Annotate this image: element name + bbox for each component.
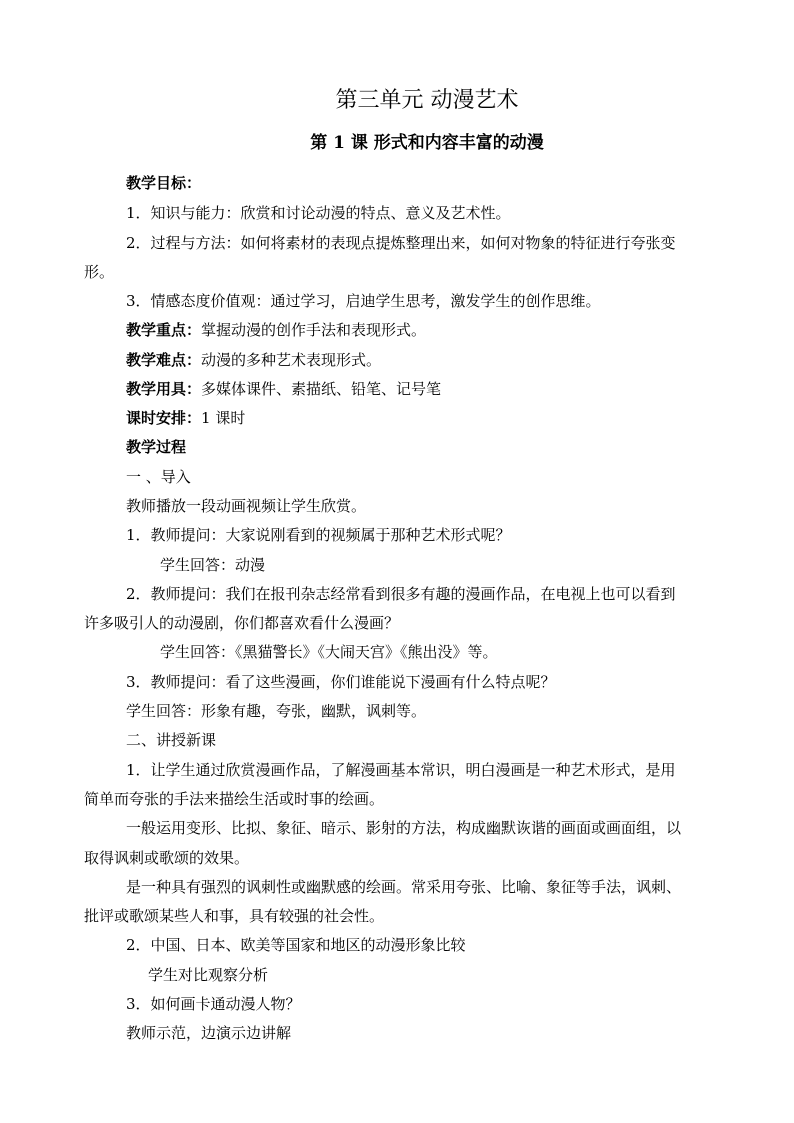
- tools-label: 教学用具：: [126, 380, 202, 398]
- key-point-text: 掌握动漫的创作手法和表现形式。: [201, 321, 427, 339]
- new-lesson-line: 学生对比观察分析: [148, 966, 269, 984]
- schedule-label: 课时安排：: [126, 409, 202, 427]
- tools-row: [126, 379, 441, 399]
- objective-line: 1．知识与能力：欣赏和讨论动漫的特点、意义及艺术性。: [126, 204, 511, 222]
- unit-title: 第三单元 动漫艺术: [335, 88, 519, 113]
- objectives-heading: 教学目标：: [126, 174, 202, 192]
- new-lesson-line: 简单而夸张的手法来描绘生活或时事的绘画。: [84, 790, 385, 808]
- intro-line: 1．教师提问：大家说刚看到的视频属于那种艺术形式呢？: [126, 526, 511, 544]
- schedule-row: [126, 408, 245, 428]
- objective-line: 形。: [84, 263, 115, 281]
- new-lesson-line: 2．中国、日本、欧美等国家和地区的动漫形象比较: [126, 936, 466, 954]
- new-lesson-line: 一般运用变形、比拟、象征、暗示、影射的方法，构成幽默诙谐的画面或画面组，以: [126, 819, 682, 837]
- key-point-row: [126, 320, 426, 340]
- new-lesson-line: 教师示范，边演示边讲解: [126, 1024, 292, 1042]
- new-lesson-line: 取得讽刺或歌颂的效果。: [84, 849, 250, 867]
- intro-line: 3．教师提问：看了这些漫画，你们谁能说下漫画有什么特点呢？: [126, 673, 556, 691]
- new-lesson-line: 3．如何画卡通动漫人物？: [126, 995, 301, 1013]
- objective-line: 3．情感态度价值观：通过学习，启迪学生思考，激发学生的创作思维。: [126, 292, 601, 310]
- intro-line: 学生回答：形象有趣，夸张，幽默，讽刺等。: [126, 702, 427, 720]
- intro-heading: 一 、导入: [126, 468, 191, 486]
- intro-line: 许多吸引人的动漫剧，你们都喜欢看什么漫画？: [84, 614, 400, 632]
- new-lesson-line: 是一种具有强烈的讽刺性或幽默感的绘画。常采用夸张、比喻、象征等手法，讽刺、: [126, 878, 682, 896]
- difficulty-text: 动漫的多种艺术表现形式。: [201, 351, 382, 369]
- lesson-title: 第 1 课 形式和内容丰富的动漫: [310, 133, 544, 153]
- difficulty-row: [126, 350, 381, 370]
- process-heading: 教学过程: [126, 438, 187, 456]
- difficulty-label: 教学难点：: [126, 351, 202, 369]
- new-lesson-heading: 二、讲授新课: [126, 731, 217, 749]
- new-lesson-line: 1．让学生通过欣赏漫画作品，了解漫画基本常识，明白漫画是一种艺术形式，是用: [126, 761, 676, 779]
- schedule-text: 1 课时: [201, 409, 246, 427]
- new-lesson-line: 批评或歌颂某些人和事，具有较强的社会性。: [84, 907, 385, 925]
- intro-line: 学生回答：动漫: [160, 556, 266, 574]
- objective-line: 2．过程与方法：如何将素材的表现点提炼整理出来，如何对物象的特征进行夸张变: [126, 234, 676, 252]
- key-point-label: 教学重点：: [126, 321, 202, 339]
- intro-line: 教师播放一段动画视频让学生欣赏。: [126, 497, 367, 515]
- intro-line: 2．教师提问：我们在报刊杂志经常看到很多有趣的漫画作品，在电视上也可以看到: [126, 585, 676, 603]
- intro-line: 学生回答：《黑猫警长》《大闹天宫》《熊出没》等。: [160, 643, 498, 661]
- tools-text: 多媒体课件、素描纸、铅笔、记号笔: [201, 380, 442, 398]
